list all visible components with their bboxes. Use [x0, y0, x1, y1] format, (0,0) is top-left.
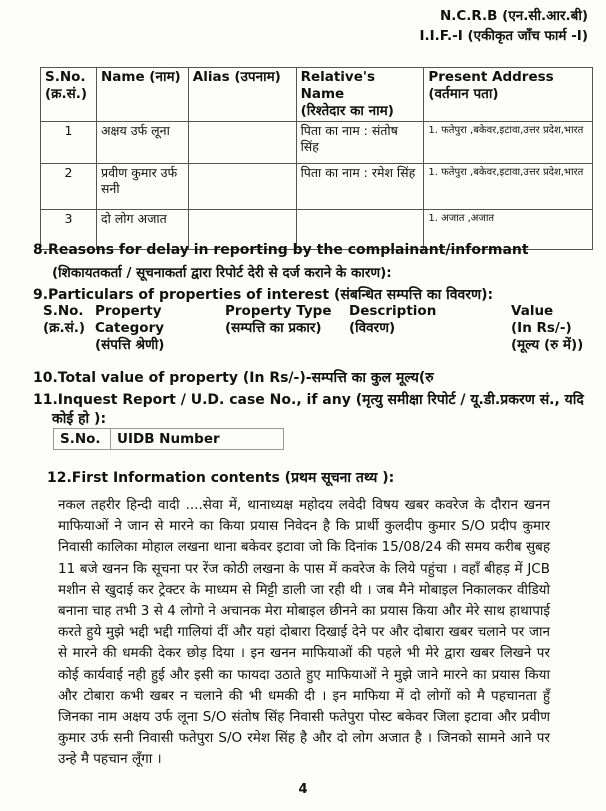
cell-alias — [188, 164, 296, 210]
col-alias: Alias (उपनाम) — [188, 68, 296, 122]
property-table-header — [40, 303, 593, 354]
section-10-title: 10.Total value of property (In Rs/-)-सम्पत्ति का कुल मूल्य(रु — [33, 370, 434, 386]
section-8-subtitle: (शिकायतकर्ता / सूचनाकर्ता द्वारा रिपोर्ट देरी से दर्ज कराने के कारण): — [52, 265, 392, 281]
form-header-ncrb: N.C.R.B (एन.सी.आर.बी) — [439, 8, 588, 24]
uidb-col-sno: S.No. — [54, 429, 111, 450]
first-information-text: नकल तहरीर हिन्दी वादी ....सेवा में, थानाध्यक्ष महोदय लवेदी विषय खबर कवरेज के दौरान खनन माफियाओं ने जान से मारने का किया प्रयास निवेदन है कि प्रार्थी कुलदीप कुमार S/O प्रदीप कुमार निवासी कालिका मोहाल लखना थाना बकेवर इटावा जो कि दिनांक 15/08/24 की समय करीब सुबह 11 बजे खनन कि सूचना पर रेंज कोठी लखना के पास में कवरेज के लिये पहुंचा । वहाँ बीहड़ में JCB मशीन से खुदाई कर ट्रेक्टर के माध्यम से मिट्टी डाली जा रही थी । जब मैने मोबाइल निकालकर वीडियो बनाना चाह तभी 3 से 4 लोगो ने अचानक मेरा मोबाइल छीनने का प्रयास किया और मेरे साथ हाथापाई करते हुये मुझे भद्दी भद्दी गालियां दीं और यहां दोबारा दिखाई देने पर और दोबारा खबर चलाने पर जान से मारने की धमकी देकर छोड़ दिया । इन खनन माफियाओं की पहले भी मेरे द्वारा खबर लिखने पर कोई कार्यवाई नही हुई और इसी का फायदा उठाते हुए माफियाओं ने मुझे जाने मारने का प्रयास किया और टोबारा कभी खबर न चलाने की भी धमकी दी । इन माफिया में दो लोगों को मै पहचानता हुँ जिनका नाम अक्षय उर्फ लूना S/O संतोष सिंह निवासी फतेपुरा पोस्ट बकेवर जिला इटावा और प्रवीण कुमार उर्फ सनी निवासी फतेपुरा S/O रमेश सिंह है और दो लोग अजात है । जिनको सामने आने पर उन्हे मै पहचान लूँगा । — [58, 497, 550, 768]
prop-col-value: Value (In Rs/-) (मूल्य (रु में)) — [511, 303, 584, 353]
section-11-title-cont: कोई हो ): — [52, 411, 107, 427]
accused-table-header — [41, 68, 593, 122]
section-12-title: 12.First Information contents (प्रथम सूचना तथ्य ): — [47, 470, 395, 486]
section-9-title: 9.Particulars of properties of interest (संबन्धित सम्पत्ति का विवरण): — [33, 287, 494, 303]
cell-name: दो लोग अजात — [96, 210, 188, 250]
accused-table — [40, 67, 593, 250]
section-8-title: 8.Reasons for delay in reporting by the complainant/informant — [33, 242, 529, 258]
col-name: Name (नाम) — [96, 68, 188, 122]
col-address: Present Address (वर्तमान पता) — [424, 68, 593, 122]
cell-sno: 1 — [41, 122, 97, 164]
prop-col-description: Description (विवरण) — [349, 303, 437, 336]
cell-address: 1. फतेपुरा ,बकेवर,इटावा,उत्तर प्रदेश,भारत — [424, 164, 593, 210]
uidb-table — [53, 428, 284, 450]
cell-address: 1. फतेपुरा ,बकेवर,इटावा,उत्तर प्रदेश,भारत — [424, 122, 593, 164]
col-sno: S.No. (क्र.सं.) — [41, 68, 97, 122]
uidb-col-number: UIDB Number — [111, 429, 284, 450]
cell-sno: 2 — [41, 164, 97, 210]
cell-alias — [188, 122, 296, 164]
cell-address: 1. अजात ,अजात — [424, 210, 593, 250]
prop-col-category: Property Category (संपत्ति श्रेणी) — [95, 303, 165, 353]
prop-col-type: Property Type (सम्पत्ति का प्रकार) — [225, 303, 332, 336]
section-11-title: 11.Inquest Report / U.D. case No., if any (मृत्यु समीक्षा रिपोर्ट / यू.डी.प्रकरण सं., यदि — [33, 392, 584, 408]
col-relative: Relative's Name (रिश्तेदार का नाम) — [296, 68, 424, 122]
prop-col-sno: S.No. (क्र.सं.) — [43, 303, 86, 336]
table-row — [41, 122, 593, 164]
cell-name: प्रवीण कुमार उर्फ सनी — [96, 164, 188, 210]
page-number: 4 — [298, 782, 308, 797]
cell-sno: 3 — [41, 210, 97, 250]
table-row — [41, 164, 593, 210]
property-table — [40, 303, 593, 354]
form-header-iif: I.I.F.-I (एकीकृत जाँच फार्म -I) — [419, 28, 588, 44]
cell-name: अक्षय उर्फ लूना — [96, 122, 188, 164]
uidb-table-header — [54, 429, 284, 450]
cell-relative: पिता का नाम : रमेश सिंह — [296, 164, 424, 210]
cell-relative: पिता का नाम : संतोष सिंह — [296, 122, 424, 164]
